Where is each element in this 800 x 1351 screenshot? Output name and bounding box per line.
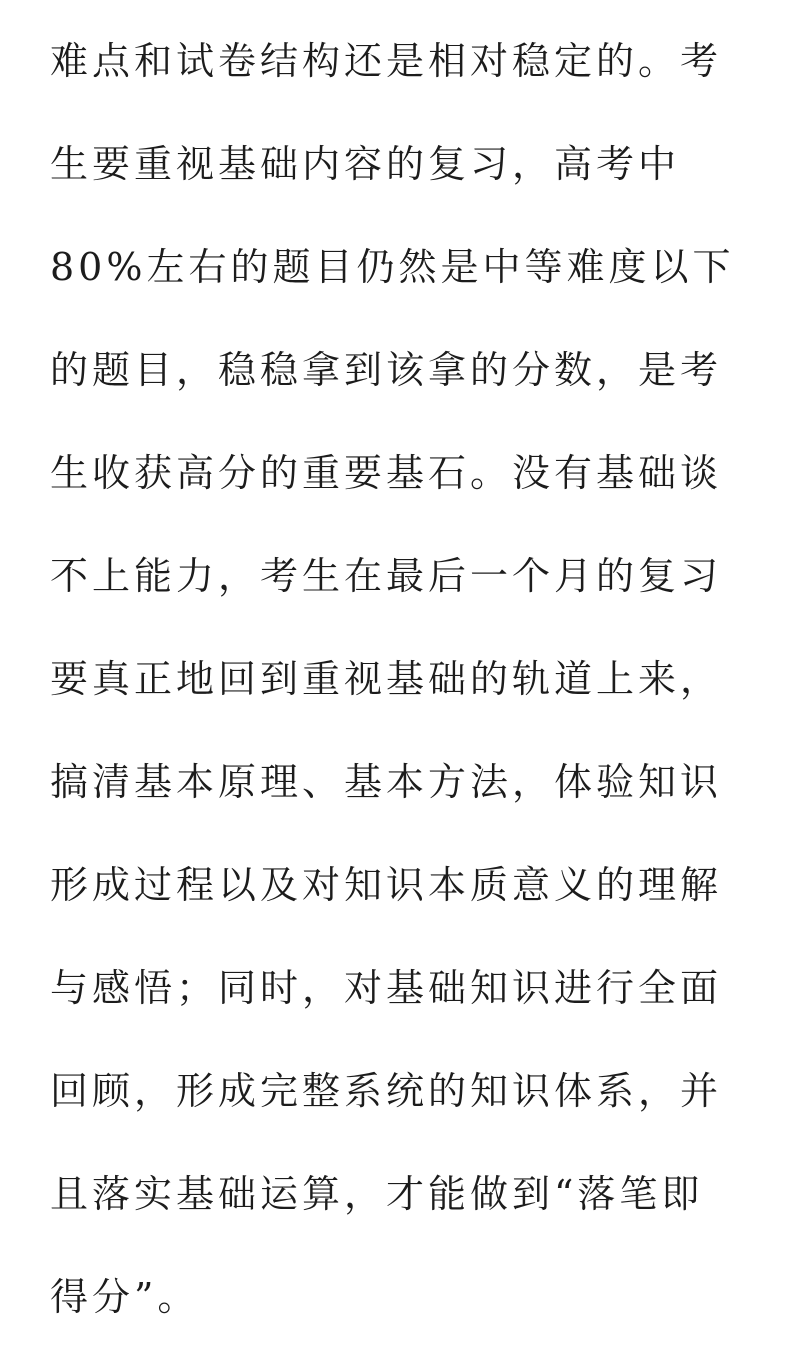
text-line: 生要重视基础内容的复习，高考中 [50,142,681,186]
text-line: 得分”。 [50,1275,200,1319]
text-line: 且落实基础运算，才能做到“落笔即 [50,1172,704,1216]
text-line: 的题目，稳稳拿到该拿的分数，是考 [50,348,723,392]
text-line: 与感悟；同时，对基础知识进行全面 [50,966,723,1010]
text-line: 生收获高分的重要基石。没有基础谈 [50,451,723,495]
text-line: 不上能力，考生在最后一个月的复习 [50,554,723,598]
text-line: 回顾，形成完整系统的知识体系，并 [50,1069,723,1113]
text-line: 搞清基本原理、基本方法，体验知识 [50,760,723,804]
text-line: 要真正地回到重视基础的轨道上来， [50,657,723,701]
text-line: 形成过程以及对知识本质意义的理解 [50,863,723,907]
text-line: 难点和试卷结构还是相对稳定的。考 [50,39,723,83]
text-line: 80%左右的题目仍然是中等难度以下 [50,245,735,289]
